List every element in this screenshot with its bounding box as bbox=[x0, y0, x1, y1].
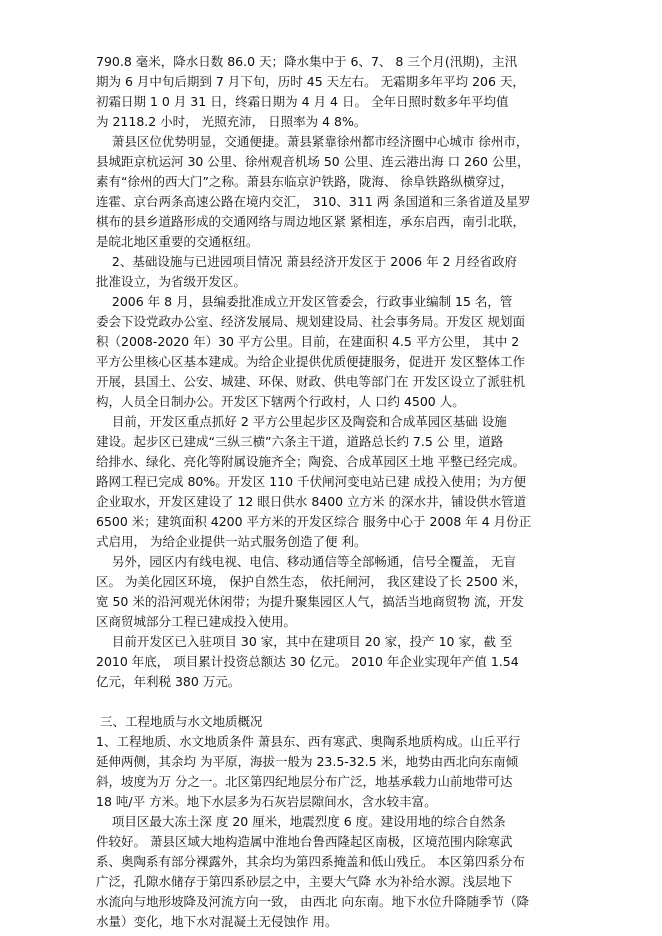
text-line: 2010 年底， 项目累计投资总额达 30 亿元。 2010 年企业实现年产值 1.54 bbox=[96, 654, 519, 669]
text-line: 广泛，孔隙水储存于第四系砂层之中，主要大气降 水为补给水源。浅层地下 bbox=[96, 874, 513, 889]
text-line: 目前，开发区重点抓好 2 平方公里起步区及陶瓷和合成革园区基础 设施 bbox=[96, 414, 507, 429]
text-line: 平方公里核心区基本建成。为给企业提供优质便捷服务，促进开 发区整体工作 bbox=[96, 354, 525, 369]
text-line: 连霍、京台两条高速公路在境内交汇， 310、311 两 条国道和三条省道及星罗 bbox=[96, 194, 531, 209]
text-line: 目前开发区已入驻项目 30 家，其中在建项目 20 家，投产 10 家，截 至 bbox=[96, 634, 513, 649]
text-line: 区。 为美化园区环境， 保护自然生态， 依托闸河， 我区建设了长 2500 米， bbox=[96, 574, 527, 589]
text-line: 棋布的县乡道路形成的交通网络与周边地区紧 紧相连，承东启西，南引北联， bbox=[96, 214, 525, 229]
text-line: 委会下设党政办公室、经济发展局、规划建设局、社会事务局。开发区 规划面 bbox=[96, 314, 525, 329]
text-line: 积（2008-2020 年）30 平方公里。目前，在建面积 4.5 平方公里， 其中 2 bbox=[96, 334, 520, 349]
text-line: 2006 年 8 月，县编委批准成立开发区管委会，行政事业编制 15 名，管 bbox=[96, 294, 513, 309]
text-line: 式启用， 为给企业提供一站式服务创造了便 利。 bbox=[96, 534, 367, 549]
text-line: 素有“徐州的西大门”之称。萧县东临京沪铁路，陇海、 徐阜铁路纵横穿过， bbox=[96, 174, 513, 189]
text-line: 1、工程地质、水文地质条件 萧县东、西有寒武、奥陶系地质构成。山丘平行 bbox=[96, 734, 521, 749]
text-line: 路网工程已完成 80%。开发区 110 千伏闸河变电站已建 成投入使用；为方便 bbox=[96, 474, 527, 489]
text-line: 萧县区位优势明显，交通便捷。萧县紧靠徐州都市经济圈中心城市 徐州市， bbox=[96, 134, 529, 149]
text-line: 为 2118.2 小时， 光照充沛， 日照率为 4 8%。 bbox=[96, 114, 367, 129]
text-line: 县城距京杭运河 30 公里、徐州观音机场 50 公里、连云港出海 口 260 公里， bbox=[96, 154, 530, 169]
text-line: 建设。起步区已建成“三纵三横”六条主干道，道路总长约 7.5 公 里，道路 bbox=[96, 434, 504, 449]
text-line: 区商贸城部分工程已建成投入使用。 bbox=[96, 614, 297, 629]
text-line: 系、奥陶系有部分裸露外，其余均为第四系掩盖和低山残丘。 本区第四系分布 bbox=[96, 854, 525, 869]
text-line: 斜，坡度为万 分之一。北区第四纪地层分布广泛，地基承载力山前地带可达 bbox=[96, 774, 513, 789]
text-line: 亿元，年利税 380 万元。 bbox=[96, 674, 241, 689]
text-line: 水流向与地形坡降及河流方向一致， 由西北 向东南。地下水位升降随季节（降 bbox=[96, 894, 529, 909]
text-line: 批准设立，为省级开发区。 bbox=[96, 274, 247, 289]
text-line: 给排水、绿化、亮化等附属设施齐全；陶瓷、合成革园区土地 平整已经完成。 bbox=[96, 454, 525, 469]
text-line: 延伸两侧，其余均 为平原，海拔一般为 23.5-32.5 米，地势由西北向东南倾 bbox=[96, 754, 519, 769]
text-line: 另外，园区内有线电视、电信、移动通信等全部畅通，信号全覆盖， 无盲 bbox=[96, 554, 516, 569]
text-line: 18 吨/平 方米。地下水层多为石灰岩层隙间水，含水较丰富。 bbox=[96, 794, 437, 809]
text-line: 企业取水，开发区建设了 12 眼日供水 8400 立方米 的深水井，铺设供水管道 bbox=[96, 494, 527, 509]
text-line: 件较好。 萧县区域大地构造属中淮地台鲁西隆起区南极，区境范围内除寒武 bbox=[96, 834, 513, 849]
text-line: 期为 6 月中旬后期到 7 月下旬，历时 45 天左右。 无霜期多年平均 206 天， bbox=[96, 74, 525, 89]
text-line: 构，人员全日制办公。开发区下辖两个行政村，人 口约 4500 人。 bbox=[96, 394, 465, 409]
text-line: 水量）变化，地下水对混凝土无侵蚀作 用。 bbox=[96, 914, 338, 929]
text-line: 790.8 毫米，降水日数 86.0 天；降水集中于 6、7、 8 三个月(汛期)，主汛 bbox=[96, 54, 518, 69]
text-line: 2、基础设施与已进园项目情况 萧县经济开发区于 2006 年 2 月经省政府 bbox=[96, 254, 517, 269]
text-line: 宽 50 米的沿河观光休闲带；为提升聚集园区人气，搞活当地商贸物 流，开发 bbox=[96, 594, 524, 609]
text-line: 6500 米；建筑面积 4200 平方米的开发区综合 服务中心于 2008 年 4 月份正 bbox=[96, 514, 532, 529]
text-line: 项目区最大冻土深 度 20 厘米，地震烈度 6 度。建设用地的综合自然条 bbox=[96, 814, 506, 829]
text-line: 是皖北地区重要的交通枢纽。 bbox=[96, 234, 259, 249]
text-line: 开展，县国土、公安、城建、环保、财政、供电等部门在 开发区设立了派驻机 bbox=[96, 374, 525, 389]
section-heading: 三、工程地质与水文地质概况 bbox=[96, 714, 263, 729]
text-line: 初霜日期 1 0 月 31 日，终霜日期为 4 月 4 日。 全年日照时数多年平均值 bbox=[96, 94, 509, 109]
